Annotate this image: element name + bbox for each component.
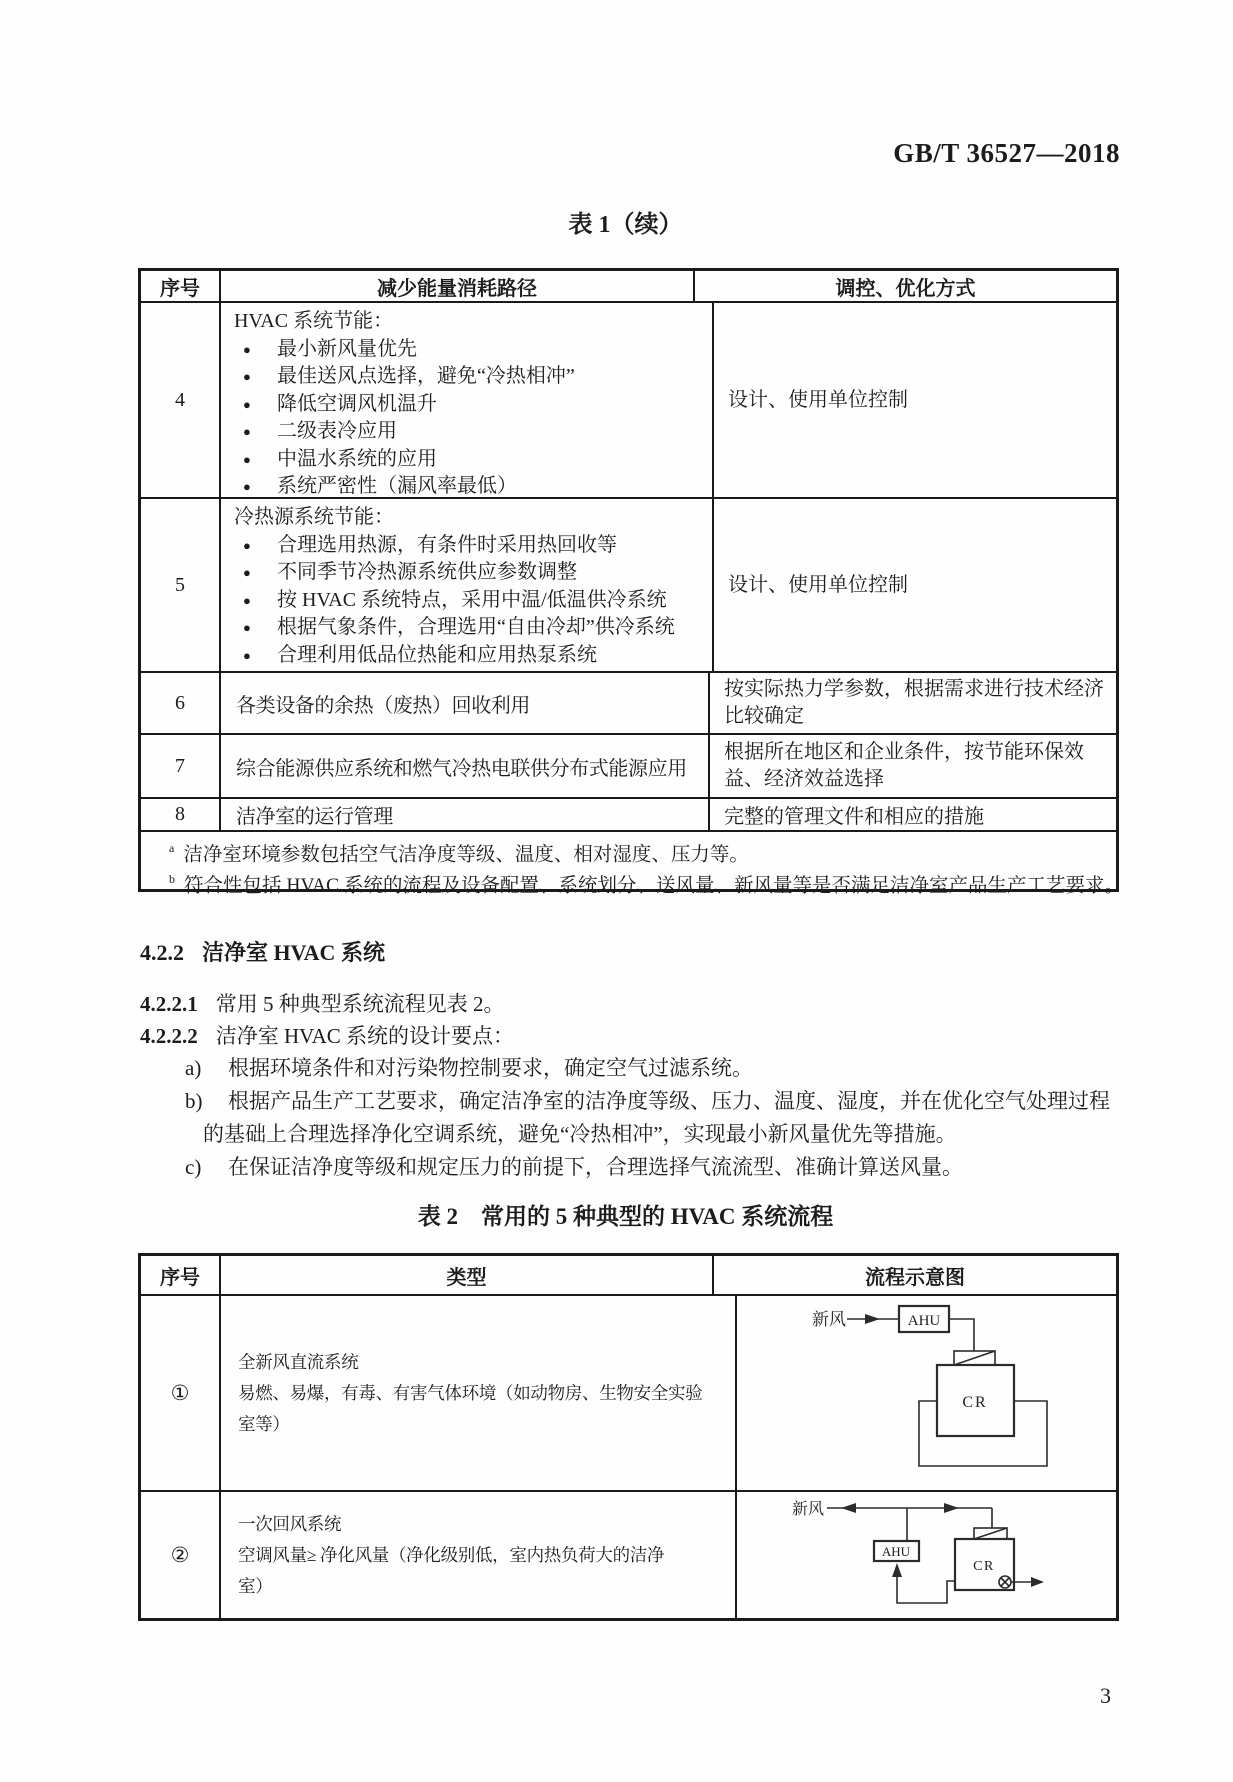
table1-row-4 — [141, 301, 1116, 497]
filter-slash-icon — [954, 1351, 995, 1365]
bullet-text: 合理利用低品位热能和应用热泵系统 — [277, 643, 597, 666]
section-text: 常用 5 种典型系统流程见表 2。 — [215, 992, 505, 1016]
footnote-text: 洁净室环境参数包括空气洁净度等级、温度、相对湿度、压力等。 — [183, 844, 749, 866]
row-control-cell — [710, 735, 1116, 797]
bullet-icon: ● — [243, 451, 251, 467]
bullet-text: 按 HVAC 系统特点，采用中温/低温供冷系统 — [277, 588, 667, 611]
path-title: 冷热源系统节能： — [234, 506, 394, 528]
control-text: 设计、使用单位控制 — [728, 573, 908, 596]
control-text: 根据所在地区和企业条件，按节能环保效益、经济效益选择 — [724, 741, 1084, 790]
table2-row-2 — [141, 1490, 1116, 1618]
list-item-b — [185, 1085, 1110, 1115]
para-4-2-2-2 — [140, 1020, 514, 1050]
footnote-b — [169, 868, 1124, 899]
cleanroom-label: CR — [973, 1559, 995, 1574]
section-text: 洁净室 HVAC 系统的设计要点： — [215, 1024, 515, 1048]
control-text: 设计、使用单位控制 — [728, 388, 908, 411]
table1-row-6 — [141, 671, 1116, 733]
ahu-label: AHU — [881, 1544, 911, 1559]
footnote-a — [169, 837, 1104, 868]
hvac-diagram-once-through — [737, 1296, 1140, 1490]
type-line: 室等） — [238, 1413, 290, 1434]
bullet-icon: ● — [243, 424, 251, 439]
table1-header-control: 调控、优化方式 — [835, 277, 976, 300]
table1-row-5 — [141, 497, 1116, 671]
page-number: 3 — [1100, 1683, 1111, 1708]
bullet-text: 二级表冷应用 — [277, 420, 397, 442]
row-path-cell — [221, 303, 714, 497]
row-type-cell — [221, 1296, 737, 1490]
para-4-2-2-1 — [140, 988, 505, 1018]
bullet-icon: ● — [243, 565, 251, 580]
row-no: 8 — [141, 799, 221, 830]
flow-arrow-right-icon — [865, 1314, 880, 1324]
bullet-text: 中温水系统的应用 — [277, 447, 437, 470]
table1-header-no: 序号 — [141, 271, 221, 301]
table1-header-row — [141, 271, 1116, 301]
bullet-icon: ● — [243, 479, 251, 494]
bullet-text: 合理选用热源，有条件时采用热回收等 — [277, 533, 617, 556]
table2-title: 表 2 常用的 5 种典型的 HVAC 系统流程 — [417, 1204, 834, 1229]
type-line: 一次回风系统 — [238, 1513, 342, 1534]
fresh-air-label: 新风 — [812, 1310, 846, 1329]
bullet-item — [234, 559, 706, 587]
row-no: 7 — [141, 735, 221, 797]
table2-header-no: 序号 — [141, 1256, 221, 1294]
bullet-text: 系统严密性（漏风率最低） — [277, 475, 517, 497]
filter-slash-icon — [974, 1528, 1007, 1539]
item-marker: c) — [185, 1155, 202, 1179]
table1-header-path: 减少能量消耗路径 — [221, 271, 695, 301]
row-control-cell — [710, 673, 1116, 733]
bullet-text: 最佳送风点选择，避免“冷热相冲” — [277, 365, 575, 387]
row-control-cell — [714, 499, 1116, 671]
bullet-icon: ● — [243, 620, 251, 635]
bullet-icon: ● — [243, 592, 251, 608]
bullet-item — [234, 446, 706, 474]
bullet-item — [234, 532, 706, 560]
return-duct — [897, 1576, 955, 1603]
row-path-cell: 各类设备的余热（废热）回收利用 — [221, 673, 710, 733]
item-marker: a) — [185, 1056, 202, 1080]
bullet-item — [234, 391, 706, 419]
bullet-icon: ● — [243, 396, 251, 412]
section-title: 洁净室 HVAC 系统 — [202, 940, 385, 965]
list-item-c — [185, 1151, 963, 1181]
control-text: 按实际热力学参数，根据需求进行技术经济比较确定 — [724, 678, 1104, 727]
type-line: 易燃、易爆，有毒、有害气体环境（如动物房、生物安全实验 — [238, 1382, 703, 1403]
table2-header-diagram: 流程示意图 — [865, 1266, 965, 1289]
bullet-icon: ● — [243, 341, 251, 357]
row-type-cell — [221, 1492, 737, 1618]
bullet-text: 最小新风量优先 — [277, 337, 417, 360]
item-text: 根据产品生产工艺要求，确定洁净室的洁净度等级、压力、温度、湿度，并在优化空气处理过程 — [228, 1089, 1110, 1113]
row-control-cell — [710, 799, 1116, 830]
table1 — [138, 268, 1124, 896]
footnote-marker: b — [169, 871, 175, 886]
footnote-marker: a — [169, 841, 175, 855]
row-control-cell — [714, 303, 1116, 497]
section-number: 4.2.2.2 — [140, 1024, 198, 1048]
bullet-icon: ● — [243, 647, 251, 663]
table2-header-row — [141, 1256, 1116, 1294]
item-text: 的基础上合理选择净化空调系统，避免“冷热相冲”，实现最小新风量优先等措施。 — [203, 1122, 957, 1146]
exhaust-arrow-icon — [1031, 1577, 1044, 1587]
fresh-air-label: 新风 — [792, 1501, 825, 1518]
bullet-item — [234, 363, 706, 391]
bullet-item — [234, 418, 706, 446]
footnote-text: 符合性包括 HVAC 系统的流程及设备配置、系统划分、送风量、新风量等是否满足洁净室产品生产工艺要求。 — [184, 875, 1124, 896]
row-no: 4 — [141, 303, 221, 497]
bullet-item — [234, 336, 706, 364]
flow-diagram-1 — [737, 1296, 1116, 1490]
return-arrow-up-icon — [892, 1563, 902, 1577]
cleanroom-label: CR — [962, 1394, 988, 1411]
item-marker: b) — [185, 1089, 203, 1113]
section-number: 4.2.2 — [140, 940, 184, 965]
bullet-item — [234, 614, 706, 642]
ahu-label: AHU — [907, 1313, 941, 1329]
standard-code: GB/T 36527—2018 — [893, 138, 1120, 168]
table2-header-type: 类型 — [221, 1256, 714, 1294]
bullet-icon: ● — [243, 537, 251, 553]
row-path-cell: 综合能源供应系统和燃气冷热电联供分布式能源应用 — [221, 735, 710, 797]
heading-4-2-2 — [140, 936, 385, 967]
path-title: HVAC 系统节能： — [234, 310, 394, 332]
type-line: 空调风量≥ 净化风量（净化级别低，室内热负荷大的洁净 — [238, 1544, 665, 1565]
type-line: 室） — [238, 1575, 273, 1596]
row-path-cell: 洁净室的运行管理 — [221, 799, 710, 830]
table1-row-7 — [141, 733, 1116, 797]
flow-arrow-left-icon — [841, 1503, 856, 1513]
list-item-a — [185, 1052, 753, 1082]
flow-arrow-right-icon — [944, 1503, 959, 1513]
bullet-text: 降低空调风机温升 — [277, 392, 437, 415]
table1-title: 表 1（续） — [568, 212, 683, 238]
table2 — [138, 1253, 1119, 1621]
row-no: ② — [141, 1492, 221, 1618]
type-line: 全新风直流系统 — [238, 1351, 359, 1372]
row-path-cell — [221, 499, 714, 671]
bullet-text: 根据气象条件，合理选用“自由冷却”供冷系统 — [277, 616, 675, 638]
bullet-item — [234, 587, 706, 615]
table2-row-1 — [141, 1294, 1116, 1490]
table1-row-8 — [141, 797, 1116, 830]
item-text: 根据环境条件和对污染物控制要求，确定空气过滤系统。 — [228, 1056, 753, 1080]
hvac-diagram-primary-return — [737, 1492, 1140, 1616]
control-text: 完整的管理文件和相应的措施 — [724, 806, 984, 828]
row-no: 6 — [141, 673, 221, 733]
row-no: ① — [141, 1296, 221, 1490]
row-no: 5 — [141, 499, 221, 671]
flow-diagram-2 — [737, 1492, 1116, 1618]
bullet-text: 不同季节冷热源系统供应参数调整 — [277, 561, 577, 583]
section-number: 4.2.2.1 — [140, 992, 198, 1016]
bullet-item — [234, 473, 706, 501]
fan-blades-icon — [1001, 1578, 1009, 1586]
bullet-item — [234, 642, 706, 670]
table1-footnotes — [141, 830, 1124, 896]
item-text: 在保证洁净度等级和规定压力的前提下，合理选择气流流型、准确计算送风量。 — [228, 1155, 963, 1179]
list-item-b-cont — [203, 1118, 957, 1148]
bullet-icon: ● — [243, 369, 251, 384]
